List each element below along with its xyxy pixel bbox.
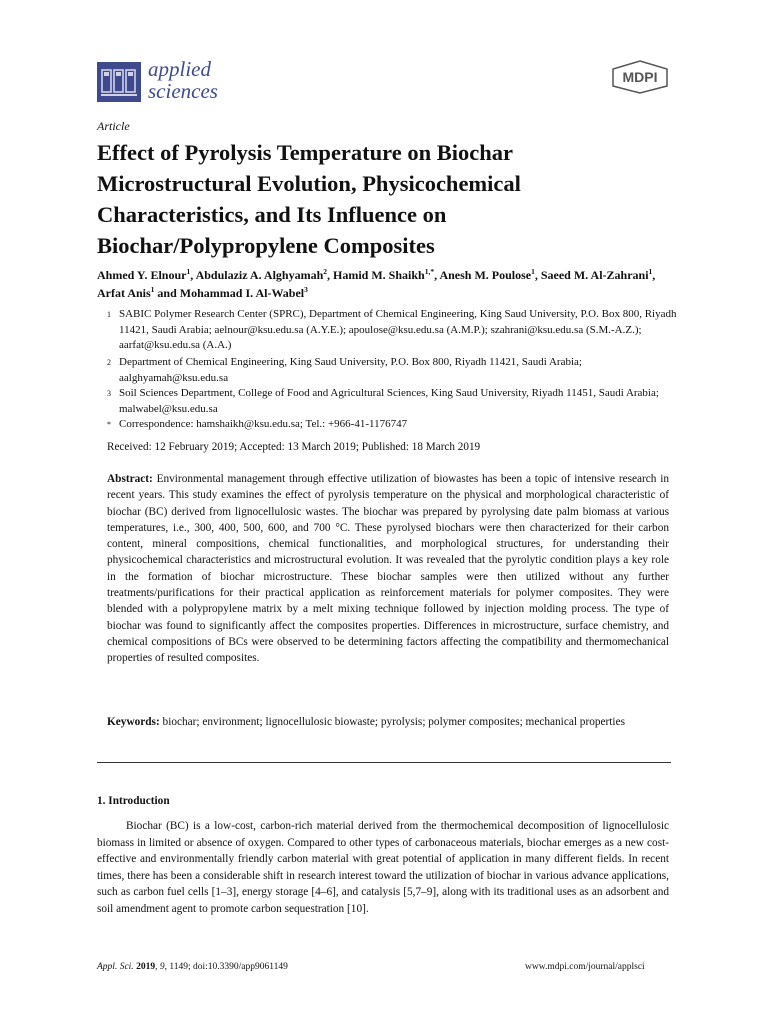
author-separator: ,: [190, 268, 196, 282]
footer-doi: , 1149; doi:10.3390/app9061149: [164, 962, 288, 972]
publication-dates: Received: 12 February 2019; Accepted: 13 March 2019; Published: 18 March 2019: [107, 441, 481, 453]
author-separator: ,: [327, 268, 334, 282]
affiliation-text: SABIC Polymer Research Center (SPRC), Department of Chemical Engineering, King Saud University, P.O. Box 800, Riyadh 11421, Saudi Arabia; aelnour@ksu.edu.sa (A.Y.E.); apoulose@ksu.edu.sa (A.M.P.); szahrani@ksu.edu.sa (S.M.-A.Z.); aarfat@ksu.edu.sa (A.A.): [119, 308, 677, 352]
affiliation-number: 3: [107, 389, 111, 398]
author-separator: ,: [434, 268, 440, 282]
section-heading: 1. Introduction: [97, 795, 170, 807]
affiliation-1: [107, 307, 677, 354]
author-separator: ,: [652, 268, 656, 282]
journal-name: [148, 58, 218, 102]
author-name: Hamid M. Shaikh: [333, 268, 425, 282]
author-affiliation-mark: 1: [648, 267, 653, 276]
author-affiliation-mark: 1: [531, 267, 535, 276]
intro-paragraph: Biochar (BC) is a low-cost, carbon-rich material derived from the thermochemical decomposition of lignocellulosic biomass in limited or absence of oxygen. Compared to other types of carbonaceous materials, biochar emerges as a new cost-effective and environmentally friendly carbon material with great potential of application in many different fields. In recent times, there has been a considerable shift in research interest toward the utilization of biochar in various advance applications, such as carbon fuel cells [1–3], energy storage [4–6], and catalysis [5,7–9], along with its traditional uses as an adsorbent and soil amendment agent to promote carbon sequestration [10].: [97, 820, 669, 915]
author-name: Abdulaziz A. Alghyamah: [195, 268, 324, 282]
publisher-logo: [611, 60, 669, 94]
author-list: [97, 266, 677, 302]
author-separator: and: [154, 286, 180, 300]
affiliation-3: [107, 386, 677, 417]
author-separator: ,: [534, 268, 541, 282]
section-divider: [97, 762, 671, 763]
article-type: Article: [97, 119, 130, 133]
mdpi-logo-icon: [611, 60, 669, 94]
journal-url[interactable]: www.mdpi.com/journal/applsci: [525, 962, 645, 972]
author-affiliation-mark: 1: [186, 267, 191, 276]
author-affiliation-mark: 2: [323, 267, 328, 276]
affiliation-text: Department of Chemical Engineering, King Saud University, P.O. Box 800, Riyadh 11421, Saudi Arabia; aalghyamah@ksu.edu.sa: [119, 356, 582, 384]
author-name: Mohammad I. Al-Wabel: [179, 286, 305, 300]
affiliation-text: Correspondence: hamshaikh@ksu.edu.sa; Tel.: +966-41-1176747: [119, 418, 408, 430]
author-affiliation-mark: 3: [304, 285, 308, 294]
keywords-label: Keywords:: [107, 716, 160, 728]
author-affiliation-mark: 1,*: [424, 267, 435, 276]
journal-logo: [97, 62, 141, 102]
footer-year: 2019: [136, 962, 156, 972]
author-name: Anesh M. Poulose: [439, 268, 532, 282]
publisher-name: MDPI: [622, 69, 658, 85]
affiliation-number: 2: [107, 358, 111, 367]
keywords-text: biochar; environment; lignocellulosic biowaste; pyrolysis; polymer composites; mechanical properties: [162, 716, 625, 728]
affiliation-number: *: [107, 420, 111, 429]
affiliation-number: 1: [107, 310, 111, 319]
citation-footer: Appl. Sci. 2019, 9, 1149; doi:10.3390/app9061149: [97, 962, 288, 972]
footer-volume: 9: [159, 962, 165, 972]
journal-logo-icon: [97, 62, 141, 102]
author-name: Arfat Anis: [97, 286, 151, 300]
footer-journal: Appl. Sci.: [97, 962, 134, 972]
author-name: Ahmed Y. Elnour: [97, 268, 187, 282]
author-name: Saeed M. Al-Zahrani: [540, 268, 649, 282]
paper-title: Effect of Pyrolysis Temperature on Biochar Microstructural Evolution, Physicochemical Characteristics, and Its Influence on Biochar/Polypropylene Composites: [97, 140, 521, 258]
abstract: [107, 471, 669, 667]
journal-name-line2: sciences: [148, 79, 218, 103]
affiliation-text: Soil Sciences Department, College of Food and Agricultural Sciences, King Saud University, Riyadh 11451, Saudi Arabia; malwabel@ksu.edu.sa: [119, 387, 659, 415]
affiliation-2: [107, 355, 677, 386]
correspondence: [107, 417, 677, 433]
journal-name-line1: applied: [148, 57, 211, 81]
author-affiliation-mark: 1: [150, 285, 155, 294]
abstract-text: Environmental management through effective utilization of biowastes has been a topic of intensive research in recent years. This study examines the effect of pyrolysis temperature on the physical and morphological characteristic of biochar (BC) derived from lignocellulosic wastes. The biochar was prepared by pyrolysing date palm biomass at various temperatures, i.e., 300, 400, 500, 600, and 700 °C. These pyrolysed biochars were then characterized for their carbon content, mineral compositions, chemical functionalities, and morphological structures, for understanding their physicochemical characteristics and microstructural evolution. It was revealed that the pyrolytic condition plays a key role in the formation of biochar microstructure. These biochar samples were then utilized without any further treatments/purifications for their practical application as reinforcement materials for polymer composites. They were blended with a polypropylene matrix by a melt mixing technique followed by injection molding process. The type of biochar was found to significantly affect the composites properties. Differences in microstructure, surface chemistry, and chemical compositions of BCs were observed to be determining factors affecting the compatibility and thermomechanical properties of resulted composites.: [107, 473, 670, 665]
abstract-label: Abstract:: [107, 473, 153, 485]
keywords: [107, 714, 669, 730]
